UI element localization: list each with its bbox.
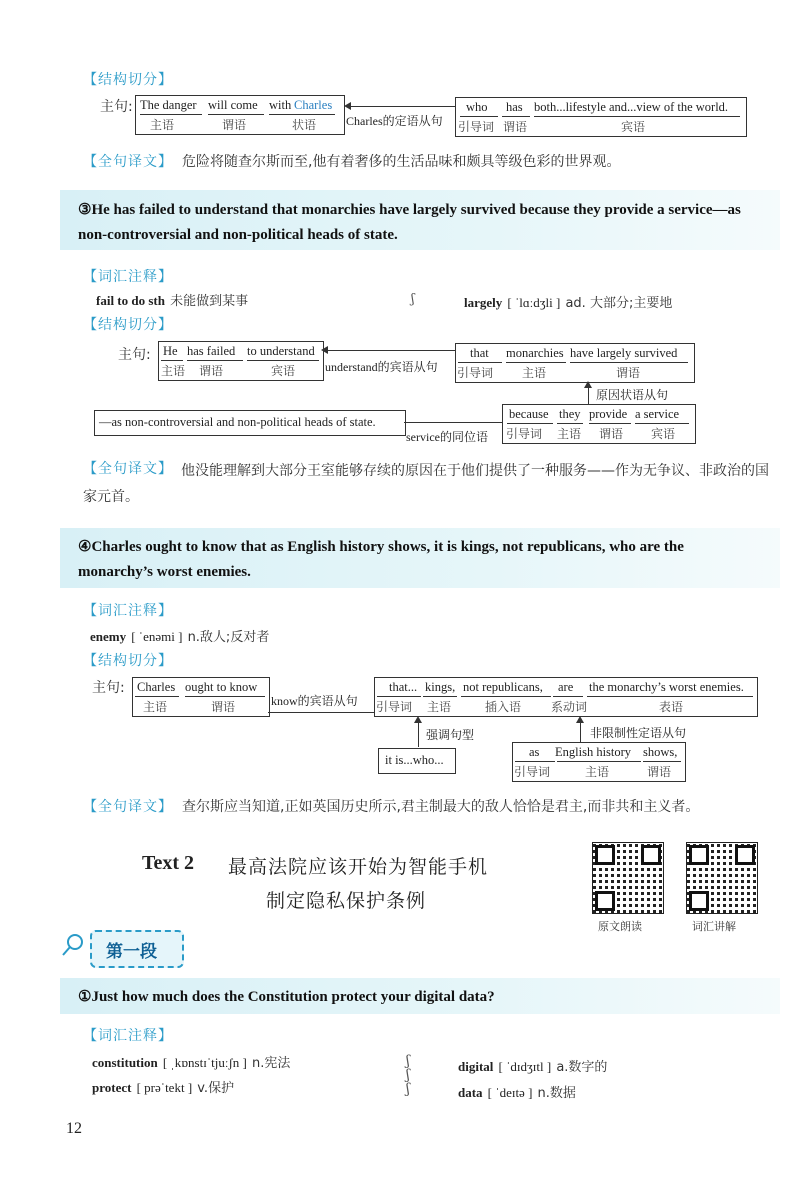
segment-has-failed: has failed	[187, 344, 236, 358]
segment-monarchies: monarchies	[506, 346, 564, 360]
role-english-history: 主语	[585, 765, 610, 779]
role-object: 宾语	[621, 120, 646, 134]
connector-attributive: Charles的定语从句	[346, 114, 443, 128]
role-a-service: 宾语	[651, 427, 676, 441]
vocab-label-t2: 【词汇注释】	[83, 1028, 173, 1044]
section-tag	[90, 930, 184, 968]
segment-adverbial: with	[269, 98, 292, 112]
object-clause-box-3	[455, 343, 695, 383]
segment-shows: shows,	[643, 745, 678, 759]
sentence-number-4: ④	[78, 539, 92, 555]
attributive-clause-box-1	[455, 97, 747, 137]
text2-sentence-1	[78, 985, 495, 1010]
main-clause-label-4: 主句:	[92, 680, 125, 696]
emphasis-box	[378, 748, 456, 774]
qr-label-vocab: 词汇讲解	[692, 920, 736, 933]
segment-a-service: a service	[635, 407, 680, 421]
connector-emphasis: 强调句型	[426, 728, 475, 742]
role-who: 引导词	[458, 120, 495, 134]
main-clause-label-3: 主句:	[118, 347, 151, 363]
segment-charles: Charles	[137, 680, 176, 694]
text2-title-line2: 制定隐私保护条例	[266, 890, 427, 912]
translation-1: 危险将随查尔斯而至,他有着奢侈的生活品味和颇具等级色彩的世界观。	[182, 154, 621, 170]
text2-title-line1: 最高法院应该开始为智能手机	[228, 856, 489, 878]
segment-who: who	[466, 100, 488, 114]
segment-are: are	[558, 680, 574, 694]
role-he: 主语	[161, 364, 186, 378]
vocab-entry-constitution: constitution [ ˌkɒnstɪˈtjuːʃn ] n.宪法	[92, 1055, 291, 1071]
segment-verb: will come	[208, 98, 258, 112]
main-clause-box-3	[158, 341, 324, 381]
role-has-failed: 谓语	[199, 364, 224, 378]
role-has: 谓语	[503, 120, 528, 134]
role-not-republicans: 插入语	[485, 700, 522, 714]
segment-because: because	[509, 407, 549, 421]
structure-label-3: 【结构切分】	[83, 317, 173, 333]
main-clause-box-1	[135, 95, 345, 135]
segment-as: as	[529, 745, 540, 759]
appositive-box-3	[94, 410, 406, 436]
vocab-entry-largely: largely [ ˈlɑːdʒli ] ad. 大部分;主要地	[464, 295, 673, 311]
segment-not-republicans: not republicans,	[463, 680, 543, 694]
structure-label-4: 【结构切分】	[83, 653, 173, 669]
role-monarchies: 主语	[522, 366, 547, 380]
nonrestrictive-clause-box	[512, 742, 686, 782]
sentence-number-3: ③	[78, 202, 92, 218]
connector-object-clause: understand的宾语从句	[325, 360, 438, 374]
vocab-entry-digital: digital [ ˈdɪdʒɪtl ] a.数字的	[458, 1059, 608, 1075]
text2-number: Text 2	[142, 852, 195, 874]
segment-english-history: English history	[555, 745, 632, 759]
translation-label-4: 【全句译文】	[83, 799, 173, 815]
segment-object: both...lifestyle and...view of the world.	[534, 100, 729, 114]
separator-icon: ʃ ʃ ʃ	[406, 1053, 410, 1097]
text2-sentence-number: ①	[78, 989, 92, 1005]
role-that: 引导词	[376, 700, 413, 714]
sentence-3	[78, 198, 753, 248]
role-to-understand: 宾语	[271, 364, 296, 378]
role-worst-enemies: 表语	[659, 700, 684, 714]
role-charles: 主语	[143, 700, 168, 714]
section-title: 第一段	[106, 942, 157, 962]
role-kings: 主语	[427, 700, 452, 714]
vocab-entry-data: data [ ˈdeɪtə ] n.数据	[458, 1085, 576, 1101]
qr-label-reading: 原文朗读	[598, 920, 642, 933]
role-they: 主语	[557, 427, 582, 441]
vocab-entry-enemy: enemy [ ˈenəmi ] n.敌人;反对者	[90, 629, 270, 645]
role-subject: 主语	[150, 118, 175, 132]
role-because: 引导词	[506, 427, 543, 441]
segment-provide: provide	[589, 407, 628, 421]
connector-appositive: service的同位语	[406, 430, 488, 444]
translation-label-1: 【全句译文】	[83, 154, 173, 170]
page-number: 12	[66, 1120, 82, 1137]
object-clause-box-4	[374, 677, 758, 717]
segment-has: has	[506, 100, 523, 114]
segment-subject: The danger	[140, 98, 197, 112]
translation-3: 他没能理解到大部分王室能够存续的原因在于他们提供了一种服务——作为无争议、非政治的国家元首。	[83, 463, 769, 505]
vocab-entry-protect: protect [ prəˈtekt ] v.保护	[92, 1080, 235, 1096]
segment-he: He	[163, 344, 178, 358]
role-ought-to-know: 谓语	[211, 700, 236, 714]
role-that: 引导词	[457, 366, 494, 380]
main-clause-label-1: 主句:	[100, 99, 133, 115]
vocab-label-4: 【词汇注释】	[83, 603, 173, 619]
reason-clause-box-3	[502, 404, 696, 444]
segment-appositive: —as non-controversial and non-political heads of state.	[99, 415, 376, 429]
separator-icon: ʃ	[411, 292, 415, 307]
qr-code-reading[interactable]	[592, 842, 664, 914]
connector-know-object: know的宾语从句	[271, 694, 358, 708]
sentence-4	[78, 535, 753, 585]
translation-label-3: 【全句译文】	[83, 461, 173, 477]
connector-nonrestrictive: 非限制性定语从句	[590, 726, 687, 740]
segment-they: they	[559, 407, 581, 421]
segment-that: that...	[389, 680, 418, 694]
sentence-text-3: He has failed to understand that monarchies have largely survived because they provide a service—as non-controversial and non-political heads of state.	[78, 202, 741, 243]
segment-ought-to-know: ought to know	[185, 680, 258, 694]
vocab-label-3: 【词汇注释】	[83, 269, 173, 285]
segment-kings: kings,	[425, 680, 456, 694]
segment-charles: Charles	[294, 98, 333, 112]
role-as: 引导词	[514, 765, 551, 779]
structure-label-1: 【结构切分】	[83, 72, 173, 88]
role-provide: 谓语	[599, 427, 624, 441]
segment-it-is-who: it is...who...	[385, 753, 444, 767]
role-are: 系动词	[551, 700, 588, 714]
role-adverbial: 状语	[292, 118, 317, 132]
text2-sentence-text: Just how much does the Constitution protect your digital data?	[91, 989, 495, 1005]
segment-that: that	[470, 346, 489, 360]
vocab-entry-fail: fail to do sth 未能做到某事	[96, 293, 249, 309]
role-verb: 谓语	[222, 118, 247, 132]
connector-reason-clause: 原因状语从句	[596, 388, 669, 402]
qr-code-vocab[interactable]	[686, 842, 758, 914]
role-have-largely-survived: 谓语	[616, 366, 641, 380]
sentence-text-4: Charles ought to know that as English history shows, it is kings, not republicans, who are the monarchy’s worst enemies.	[78, 539, 684, 580]
segment-have-largely-survived: have largely survived	[570, 346, 678, 360]
main-clause-box-4	[132, 677, 270, 717]
magnifier-icon	[60, 932, 86, 958]
role-shows: 谓语	[647, 765, 672, 779]
translation-4: 查尔斯应当知道,正如英国历史所示,君主制最大的敌人恰恰是君主,而非共和主义者。	[182, 799, 700, 815]
segment-to-understand: to understand	[247, 344, 315, 358]
segment-worst-enemies: the monarchy’s worst enemies.	[589, 680, 744, 694]
